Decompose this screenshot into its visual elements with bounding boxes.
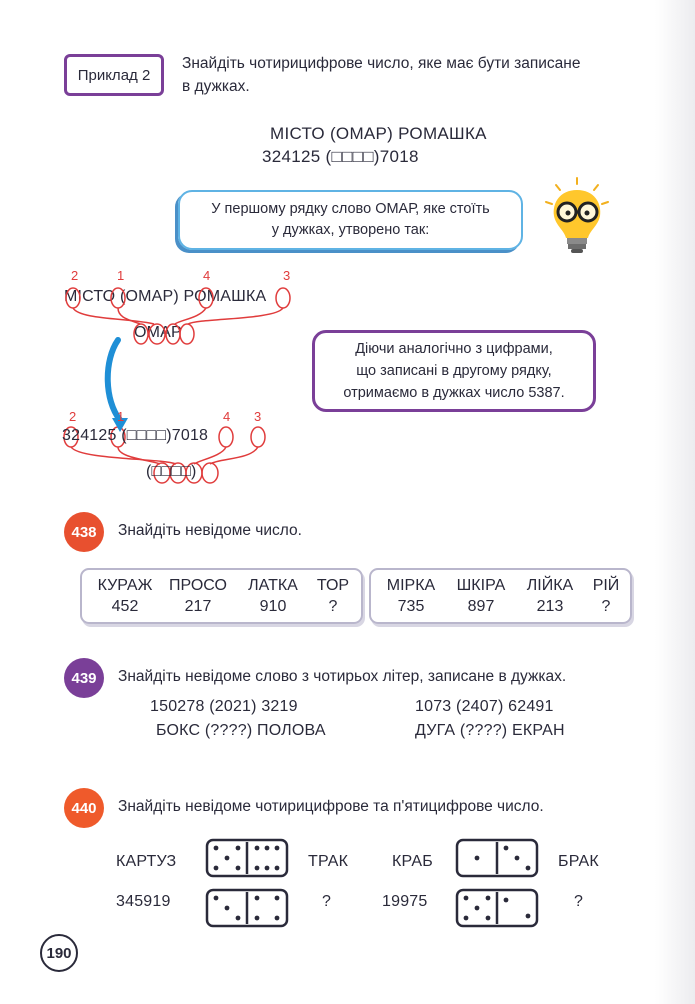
value-cell: 452 [111,598,139,615]
task-440-number-4: ? [574,893,584,910]
value-cell: 735 [397,598,425,615]
task-439-number: 439 [71,669,97,687]
diagram-number-row: 324125 (□□□□)7018 [62,427,209,444]
word-cell: РІЙ [592,577,620,594]
word-cell: ПРОСО [169,577,227,594]
value-cell: 213 [536,598,564,615]
order-num-digit-3: 3 [254,409,262,424]
example-instruction-line1: Знайдіть чотирицифрове число, яке має бути записане [182,55,581,72]
task-439-left-line1: 150278 (2021) 3219 [150,698,298,715]
order-num-word-2: 2 [71,268,79,283]
diagram-word-result: ОМАР [134,324,182,341]
task-440-number-3: 19975 [382,893,428,910]
word-cell: КУРАЖ [97,577,153,594]
result-line1: Діючи аналогічно з цифрами, [355,341,553,357]
value-cell: ? [328,598,338,615]
example-instruction-line2: в дужках. [182,78,250,95]
task-440-word-2: ТРАК [308,853,349,870]
explanation-line1: У першому рядку слово ОМАР, яке стоїть [211,201,490,217]
result-line2: що записані в другому рядку, [356,363,552,379]
value-cell: 217 [184,598,212,615]
task-439-left-line2: БОКС (????) ПОЛОВА [156,722,326,739]
task-440-number-2: ? [322,893,332,910]
task-439-right-line2: ДУГА (????) ЕКРАН [415,722,565,739]
order-num-word-3: 3 [283,268,291,283]
diagram-word-row: МІСТО (ОМАР) РОМАШКА [64,288,267,305]
order-num-digit-4: 4 [223,409,231,424]
task-438-title: Знайдіть невідоме число. [118,522,302,539]
value-cell: 910 [259,598,287,615]
example-label: Приклад 2 [77,66,151,84]
page-number-text: 190 [46,944,72,962]
diagram-number-result: (□□□□) [146,463,197,480]
word-cell: ЛІЙКА [526,577,574,594]
word-cell: ТОР [316,577,350,594]
task-440-title: Знайдіть невідоме чотирицифрове та п'ятицифрове число. [118,798,544,815]
explanation-line2: у дужках, утворено так: [271,222,430,238]
order-num-digit-1: 1 [117,409,125,424]
example-number-line: 324125 (□□□□)7018 [262,147,419,166]
result-line3: отримаємо в дужках число 5387. [343,385,565,401]
order-num-word-1: 1 [117,268,125,283]
value-cell: ? [601,598,611,615]
task-439-title: Знайдіть невідоме слово з чотирьох літер, записане в дужках. [118,668,567,685]
page-number [40,934,78,972]
word-cell: ШКІРА [456,577,506,594]
order-num-digit-2: 2 [69,409,77,424]
task-440-word-1: КАРТУЗ [116,853,177,870]
task-438-number: 438 [71,523,97,541]
task-440-number: 440 [71,799,97,817]
task-439-right-line1: 1073 (2407) 62491 [415,698,554,715]
word-cell: ЛАТКА [248,577,298,594]
task-440-word-4: БРАК [558,853,599,870]
example-word-line: МІСТО (ОМАР) РОМАШКА [270,124,487,143]
task-440-number-1: 345919 [116,893,171,910]
word-cell: МІРКА [386,577,436,594]
task-440-word-3: КРАБ [392,853,433,870]
order-num-word-4: 4 [203,268,211,283]
value-cell: 897 [467,598,495,615]
